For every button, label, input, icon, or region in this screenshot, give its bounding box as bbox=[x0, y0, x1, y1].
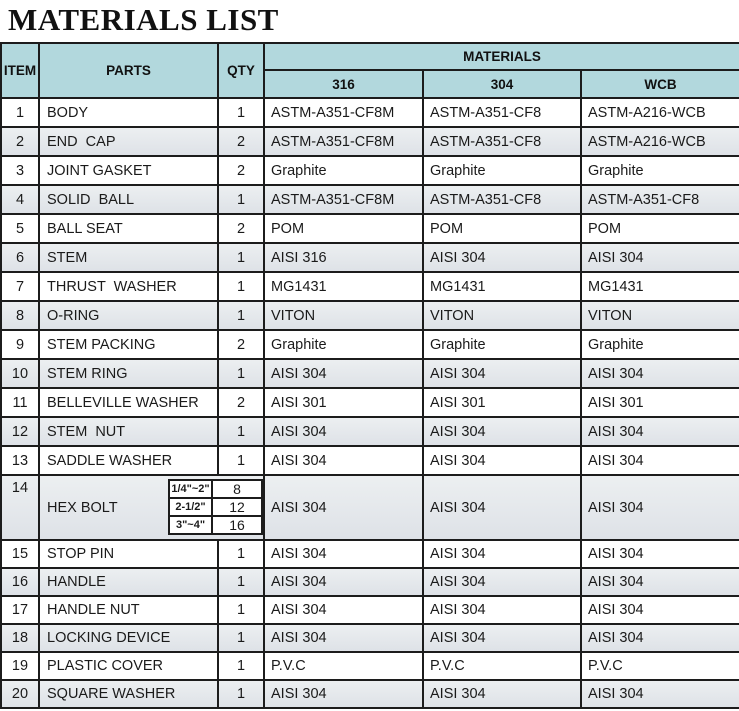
part-name: HANDLE bbox=[39, 568, 218, 596]
quantity: 1 bbox=[218, 243, 264, 272]
material-316: AISI 304 bbox=[264, 680, 423, 708]
quantity: 1 bbox=[218, 624, 264, 652]
material-wcb: Graphite bbox=[581, 330, 739, 359]
header-material-304: 304 bbox=[423, 70, 581, 98]
part-name: LOCKING DEVICE bbox=[39, 624, 218, 652]
quantity: 1 bbox=[218, 680, 264, 708]
table-row bbox=[1, 156, 739, 185]
table-row bbox=[1, 127, 739, 156]
material-304: P.V.C bbox=[423, 652, 581, 680]
material-316: AISI 316 bbox=[264, 243, 423, 272]
item-number: 14 bbox=[1, 475, 39, 540]
material-wcb: P.V.C bbox=[581, 652, 739, 680]
material-316: AISI 304 bbox=[264, 475, 423, 540]
material-316: ASTM-A351-CF8M bbox=[264, 127, 423, 156]
material-304: AISI 304 bbox=[423, 417, 581, 446]
part-name: BALL SEAT bbox=[39, 214, 218, 243]
material-wcb: AISI 304 bbox=[581, 540, 739, 568]
table-row bbox=[1, 98, 739, 127]
header-materials: MATERIALS bbox=[264, 43, 739, 70]
quantity: 2 bbox=[218, 388, 264, 417]
material-316: AISI 304 bbox=[264, 596, 423, 624]
material-304: AISI 304 bbox=[423, 596, 581, 624]
quantity: 1 bbox=[218, 417, 264, 446]
table-row bbox=[1, 330, 739, 359]
item-number: 4 bbox=[1, 185, 39, 214]
quantity: 1 bbox=[218, 272, 264, 301]
material-316: AISI 304 bbox=[264, 624, 423, 652]
table-row bbox=[1, 301, 739, 330]
table-row bbox=[1, 540, 739, 568]
part-name: BODY bbox=[39, 98, 218, 127]
item-number: 15 bbox=[1, 540, 39, 568]
quantity: 2 bbox=[218, 127, 264, 156]
part-name: O-RING bbox=[39, 301, 218, 330]
part-name: THRUST WASHER bbox=[39, 272, 218, 301]
item-number: 12 bbox=[1, 417, 39, 446]
table-row bbox=[1, 446, 739, 475]
table-row bbox=[1, 214, 739, 243]
header-material-316: 316 bbox=[264, 70, 423, 98]
table-row bbox=[1, 475, 739, 540]
material-316: Graphite bbox=[264, 330, 423, 359]
quantity: 1 bbox=[218, 301, 264, 330]
table-row bbox=[1, 388, 739, 417]
material-wcb: MG1431 bbox=[581, 272, 739, 301]
material-304: Graphite bbox=[423, 330, 581, 359]
part-name: STEM RING bbox=[39, 359, 218, 388]
item-number: 20 bbox=[1, 680, 39, 708]
material-wcb: AISI 304 bbox=[581, 417, 739, 446]
material-316: AISI 304 bbox=[264, 540, 423, 568]
material-316: Graphite bbox=[264, 156, 423, 185]
material-wcb: AISI 304 bbox=[581, 359, 739, 388]
table-row bbox=[1, 359, 739, 388]
table-row bbox=[1, 243, 739, 272]
part-name: SADDLE WASHER bbox=[39, 446, 218, 475]
item-number: 6 bbox=[1, 243, 39, 272]
material-wcb: AISI 304 bbox=[581, 680, 739, 708]
table-row bbox=[1, 417, 739, 446]
item-number: 3 bbox=[1, 156, 39, 185]
material-wcb: ASTM-A351-CF8 bbox=[581, 185, 739, 214]
quantity: 1 bbox=[218, 652, 264, 680]
item-number: 2 bbox=[1, 127, 39, 156]
material-304: AISI 304 bbox=[423, 475, 581, 540]
bolt-qty: 12 bbox=[213, 499, 261, 515]
table-row bbox=[1, 624, 739, 652]
material-304: AISI 304 bbox=[423, 540, 581, 568]
material-wcb: AISI 304 bbox=[581, 624, 739, 652]
material-wcb: ASTM-A216-WCB bbox=[581, 98, 739, 127]
material-316: AISI 304 bbox=[264, 446, 423, 475]
table-row bbox=[1, 568, 739, 596]
table-row bbox=[1, 652, 739, 680]
part-name: STOP PIN bbox=[39, 540, 218, 568]
part-name: SQUARE WASHER bbox=[39, 680, 218, 708]
header-qty: QTY bbox=[218, 43, 264, 98]
item-number: 9 bbox=[1, 330, 39, 359]
material-304: MG1431 bbox=[423, 272, 581, 301]
material-304: VITON bbox=[423, 301, 581, 330]
material-316: ASTM-A351-CF8M bbox=[264, 98, 423, 127]
material-304: ASTM-A351-CF8 bbox=[423, 98, 581, 127]
table-row bbox=[1, 680, 739, 708]
material-316: AISI 304 bbox=[264, 568, 423, 596]
part-name: STEM bbox=[39, 243, 218, 272]
materials-table bbox=[0, 42, 739, 709]
bolt-qty: 16 bbox=[213, 517, 261, 533]
part-name: END CAP bbox=[39, 127, 218, 156]
material-304: ASTM-A351-CF8 bbox=[423, 127, 581, 156]
material-304: AISI 304 bbox=[423, 624, 581, 652]
item-number: 8 bbox=[1, 301, 39, 330]
material-304: AISI 301 bbox=[423, 388, 581, 417]
hex-bolt-sizes bbox=[168, 479, 263, 535]
page-title: MATERIALS LIST bbox=[8, 2, 279, 37]
table-row bbox=[1, 185, 739, 214]
item-number: 10 bbox=[1, 359, 39, 388]
material-304: AISI 304 bbox=[423, 243, 581, 272]
header-material-wcb: WCB bbox=[581, 70, 739, 98]
part-name: STEM PACKING bbox=[39, 330, 218, 359]
quantity: 1 bbox=[218, 446, 264, 475]
header-parts: PARTS bbox=[39, 43, 218, 98]
quantity: 1 bbox=[218, 359, 264, 388]
hex-bolt-wrap bbox=[40, 477, 263, 538]
item-number: 13 bbox=[1, 446, 39, 475]
quantity: 1 bbox=[218, 98, 264, 127]
item-number: 19 bbox=[1, 652, 39, 680]
item-number: 16 bbox=[1, 568, 39, 596]
material-304: AISI 304 bbox=[423, 359, 581, 388]
item-number: 18 bbox=[1, 624, 39, 652]
quantity: 1 bbox=[218, 596, 264, 624]
material-wcb: AISI 304 bbox=[581, 568, 739, 596]
part-name: JOINT GASKET bbox=[39, 156, 218, 185]
bolt-size: 2-1/2" bbox=[170, 499, 211, 515]
material-wcb: Graphite bbox=[581, 156, 739, 185]
material-304: POM bbox=[423, 214, 581, 243]
part-name: HANDLE NUT bbox=[39, 596, 218, 624]
material-304: AISI 304 bbox=[423, 568, 581, 596]
material-316: P.V.C bbox=[264, 652, 423, 680]
material-wcb: AISI 304 bbox=[581, 475, 739, 540]
material-wcb: AISI 301 bbox=[581, 388, 739, 417]
item-number: 11 bbox=[1, 388, 39, 417]
material-wcb: VITON bbox=[581, 301, 739, 330]
material-316: AISI 301 bbox=[264, 388, 423, 417]
material-wcb: AISI 304 bbox=[581, 243, 739, 272]
quantity: 1 bbox=[218, 568, 264, 596]
material-316: AISI 304 bbox=[264, 417, 423, 446]
material-316: VITON bbox=[264, 301, 423, 330]
material-wcb: AISI 304 bbox=[581, 596, 739, 624]
material-316: POM bbox=[264, 214, 423, 243]
material-316: ASTM-A351-CF8M bbox=[264, 185, 423, 214]
material-wcb: AISI 304 bbox=[581, 446, 739, 475]
table-row bbox=[1, 596, 739, 624]
part-name: PLASTIC COVER bbox=[39, 652, 218, 680]
part-name: STEM NUT bbox=[39, 417, 218, 446]
material-304: AISI 304 bbox=[423, 680, 581, 708]
item-number: 17 bbox=[1, 596, 39, 624]
item-number: 5 bbox=[1, 214, 39, 243]
material-316: AISI 304 bbox=[264, 359, 423, 388]
table-header bbox=[1, 43, 739, 98]
material-304: AISI 304 bbox=[423, 446, 581, 475]
quantity: 2 bbox=[218, 330, 264, 359]
bolt-size: 3"~4" bbox=[170, 517, 211, 533]
item-number: 7 bbox=[1, 272, 39, 301]
item-number: 1 bbox=[1, 98, 39, 127]
material-316: MG1431 bbox=[264, 272, 423, 301]
material-wcb: POM bbox=[581, 214, 739, 243]
hex-bolt-cell bbox=[39, 475, 264, 540]
material-304: ASTM-A351-CF8 bbox=[423, 185, 581, 214]
quantity: 1 bbox=[218, 540, 264, 568]
quantity: 2 bbox=[218, 156, 264, 185]
part-name: BELLEVILLE WASHER bbox=[39, 388, 218, 417]
quantity: 2 bbox=[218, 214, 264, 243]
quantity: 1 bbox=[218, 185, 264, 214]
materials-table-body bbox=[1, 98, 739, 708]
bolt-qty: 8 bbox=[213, 481, 261, 497]
bolt-size: 1/4"~2" bbox=[171, 483, 210, 495]
header-item: ITEM bbox=[1, 43, 39, 98]
material-304: Graphite bbox=[423, 156, 581, 185]
part-name: SOLID BALL bbox=[39, 185, 218, 214]
part-name: HEX BOLT bbox=[47, 499, 118, 516]
material-wcb: ASTM-A216-WCB bbox=[581, 127, 739, 156]
table-row bbox=[1, 272, 739, 301]
